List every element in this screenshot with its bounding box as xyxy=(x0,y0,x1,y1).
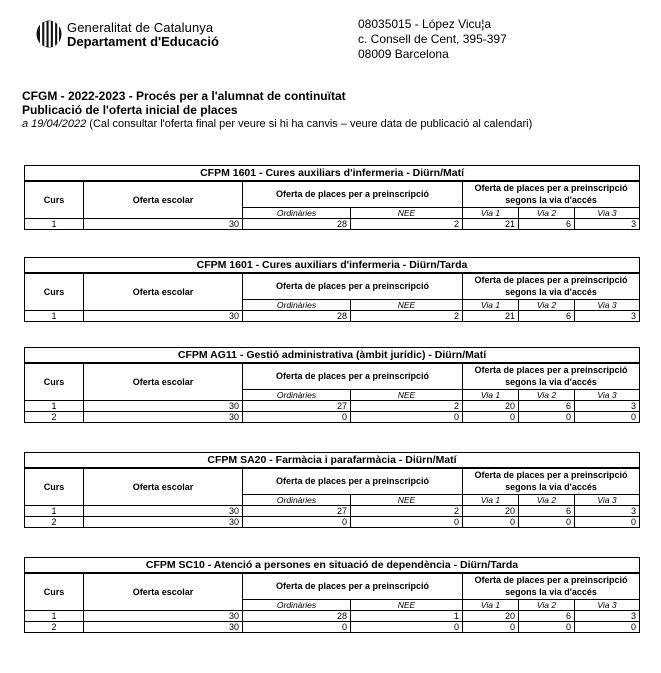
via2-cell: 6 xyxy=(519,400,575,411)
via1-header: Via 1 xyxy=(463,599,519,610)
nee-header: NEE xyxy=(351,207,463,218)
ordinaries-cell: 27 xyxy=(243,505,351,516)
nee-header: NEE xyxy=(351,299,463,310)
oferta-cell: 30 xyxy=(84,218,243,229)
via2-cell: 6 xyxy=(519,505,575,516)
nee-cell: 0 xyxy=(351,621,463,632)
curs-cell: 2 xyxy=(25,516,84,527)
table-title: CFPM 1601 - Cures auxiliars d'infermeria - Diürn/Matí xyxy=(25,166,640,181)
offer-table-1 xyxy=(24,165,639,230)
nee-cell: 2 xyxy=(351,218,463,229)
table-row xyxy=(25,621,640,632)
offer-table xyxy=(24,557,640,633)
via3-cell: 0 xyxy=(575,516,640,527)
publication-date: a 19/04/2022 xyxy=(22,118,87,130)
via-acces-header: Oferta de places per a preinscripció segons la via d'accés xyxy=(463,273,640,300)
oferta-escolar-header: Oferta escolar xyxy=(84,273,243,311)
via3-header: Via 3 xyxy=(575,207,640,218)
nee-cell: 2 xyxy=(351,310,463,321)
via1-cell: 0 xyxy=(463,516,519,527)
org-name: Generalitat de Catalunya xyxy=(67,20,214,35)
school-code-name: 08035015 - López Vicu¦a xyxy=(358,17,492,31)
oferta-escolar-header: Oferta escolar xyxy=(84,363,243,401)
via2-cell: 6 xyxy=(519,218,575,229)
preinscripcio-header: Oferta de places per a preinscripció xyxy=(243,363,463,390)
nee-cell: 0 xyxy=(351,516,463,527)
via1-header: Via 1 xyxy=(463,389,519,400)
document-heading xyxy=(22,89,532,131)
preinscripcio-header: Oferta de places per a preinscripció xyxy=(243,273,463,300)
via1-cell: 0 xyxy=(463,621,519,632)
nee-header: NEE xyxy=(351,389,463,400)
table-title: CFPM 1601 - Cures auxiliars d'infermeria - Diürn/Tarda xyxy=(25,258,640,273)
via1-cell: 21 xyxy=(463,218,519,229)
school-city: 08009 Barcelona xyxy=(358,47,449,61)
via2-cell: 0 xyxy=(519,621,575,632)
via3-header: Via 3 xyxy=(575,389,640,400)
via2-header: Via 2 xyxy=(519,389,575,400)
ordinaries-cell: 0 xyxy=(243,411,351,422)
oferta-escolar-header: Oferta escolar xyxy=(84,181,243,219)
school-address: c. Consell de Cent, 395-397 xyxy=(358,32,507,46)
nee-cell: 1 xyxy=(351,610,463,621)
curs-cell: 1 xyxy=(25,310,84,321)
via1-cell: 20 xyxy=(463,505,519,516)
via2-cell: 0 xyxy=(519,411,575,422)
preinscripcio-header: Oferta de places per a preinscripció xyxy=(243,181,463,208)
offer-table-3 xyxy=(24,347,639,423)
curs-header: Curs xyxy=(25,573,84,611)
oferta-escolar-header: Oferta escolar xyxy=(84,573,243,611)
ordinaries-cell: 28 xyxy=(243,218,351,229)
document-subtitle: Publicació de l'oferta inicial de places xyxy=(22,103,238,117)
table-row xyxy=(25,411,640,422)
school-info xyxy=(358,17,507,62)
oferta-cell: 30 xyxy=(84,621,243,632)
generalitat-logo-icon xyxy=(36,20,62,48)
via1-header: Via 1 xyxy=(463,494,519,505)
via-acces-header: Oferta de places per a preinscripció segons la via d'accés xyxy=(463,573,640,600)
via1-cell: 20 xyxy=(463,610,519,621)
table-row xyxy=(25,218,640,229)
via1-header: Via 1 xyxy=(463,299,519,310)
ordinaries-cell: 28 xyxy=(243,610,351,621)
curs-cell: 1 xyxy=(25,218,84,229)
curs-cell: 2 xyxy=(25,411,84,422)
via3-header: Via 3 xyxy=(575,494,640,505)
via1-cell: 0 xyxy=(463,411,519,422)
ordinaries-header: Ordinàries xyxy=(243,299,351,310)
via3-cell: 0 xyxy=(575,621,640,632)
table-title: CFPM AG11 - Gestió administrativa (àmbit jurídic) - Diürn/Matí xyxy=(25,348,640,363)
document-title: CFGM - 2022-2023 - Procés per a l'alumnat de continuïtat xyxy=(22,89,346,103)
via2-header: Via 2 xyxy=(519,299,575,310)
via3-header: Via 3 xyxy=(575,299,640,310)
offer-table xyxy=(24,347,640,423)
curs-header: Curs xyxy=(25,273,84,311)
offer-table xyxy=(24,452,640,528)
offer-table-2 xyxy=(24,257,639,322)
oferta-cell: 30 xyxy=(84,310,243,321)
preinscripcio-header: Oferta de places per a preinscripció xyxy=(243,468,463,495)
nee-header: NEE xyxy=(351,494,463,505)
table-row xyxy=(25,505,640,516)
via-acces-header: Oferta de places per a preinscripció segons la via d'accés xyxy=(463,181,640,208)
offer-table-5 xyxy=(24,557,639,633)
oferta-cell: 30 xyxy=(84,610,243,621)
table-row xyxy=(25,400,640,411)
offer-table-4 xyxy=(24,452,639,528)
nee-cell: 2 xyxy=(351,505,463,516)
publication-note-text: (Cal consultar l'oferta final per veure si hi ha canvis – veure data de publicació al calendari) xyxy=(86,118,533,130)
via3-cell: 3 xyxy=(575,610,640,621)
via1-cell: 20 xyxy=(463,400,519,411)
oferta-escolar-header: Oferta escolar xyxy=(84,468,243,506)
nee-cell: 0 xyxy=(351,411,463,422)
preinscripcio-header: Oferta de places per a preinscripció xyxy=(243,573,463,600)
offer-table xyxy=(24,257,640,322)
table-row xyxy=(25,610,640,621)
via1-header: Via 1 xyxy=(463,207,519,218)
ordinaries-cell: 27 xyxy=(243,400,351,411)
via3-cell: 3 xyxy=(575,218,640,229)
via1-cell: 21 xyxy=(463,310,519,321)
table-row xyxy=(25,516,640,527)
table-title: CFPM SC10 - Atenció a persones en situació de dependència - Diürn/Tarda xyxy=(25,558,640,573)
curs-cell: 2 xyxy=(25,621,84,632)
ordinaries-cell: 0 xyxy=(243,621,351,632)
via3-cell: 3 xyxy=(575,505,640,516)
via2-header: Via 2 xyxy=(519,494,575,505)
via2-cell: 0 xyxy=(519,516,575,527)
ordinaries-cell: 0 xyxy=(243,516,351,527)
curs-header: Curs xyxy=(25,468,84,506)
via-acces-header: Oferta de places per a preinscripció segons la via d'accés xyxy=(463,363,640,390)
nee-cell: 2 xyxy=(351,400,463,411)
via2-header: Via 2 xyxy=(519,207,575,218)
generalitat-logo xyxy=(36,19,246,51)
curs-cell: 1 xyxy=(25,400,84,411)
table-row xyxy=(25,310,640,321)
via3-cell: 3 xyxy=(575,400,640,411)
via-acces-header: Oferta de places per a preinscripció segons la via d'accés xyxy=(463,468,640,495)
oferta-cell: 30 xyxy=(84,505,243,516)
via3-cell: 0 xyxy=(575,411,640,422)
nee-header: NEE xyxy=(351,599,463,610)
via2-header: Via 2 xyxy=(519,599,575,610)
publication-note xyxy=(22,117,532,131)
curs-cell: 1 xyxy=(25,610,84,621)
curs-cell: 1 xyxy=(25,505,84,516)
oferta-cell: 30 xyxy=(84,516,243,527)
table-title: CFPM SA20 - Farmàcia i parafarmàcia - Diürn/Matí xyxy=(25,453,640,468)
curs-header: Curs xyxy=(25,181,84,219)
via2-cell: 6 xyxy=(519,310,575,321)
offer-table xyxy=(24,165,640,230)
ordinaries-header: Ordinàries xyxy=(243,599,351,610)
ordinaries-header: Ordinàries xyxy=(243,389,351,400)
ordinaries-cell: 28 xyxy=(243,310,351,321)
via3-header: Via 3 xyxy=(575,599,640,610)
via3-cell: 3 xyxy=(575,310,640,321)
curs-header: Curs xyxy=(25,363,84,401)
ordinaries-header: Ordinàries xyxy=(243,494,351,505)
department-name: Departament d'Educació xyxy=(67,34,219,49)
oferta-cell: 30 xyxy=(84,400,243,411)
oferta-cell: 30 xyxy=(84,411,243,422)
ordinaries-header: Ordinàries xyxy=(243,207,351,218)
via2-cell: 6 xyxy=(519,610,575,621)
